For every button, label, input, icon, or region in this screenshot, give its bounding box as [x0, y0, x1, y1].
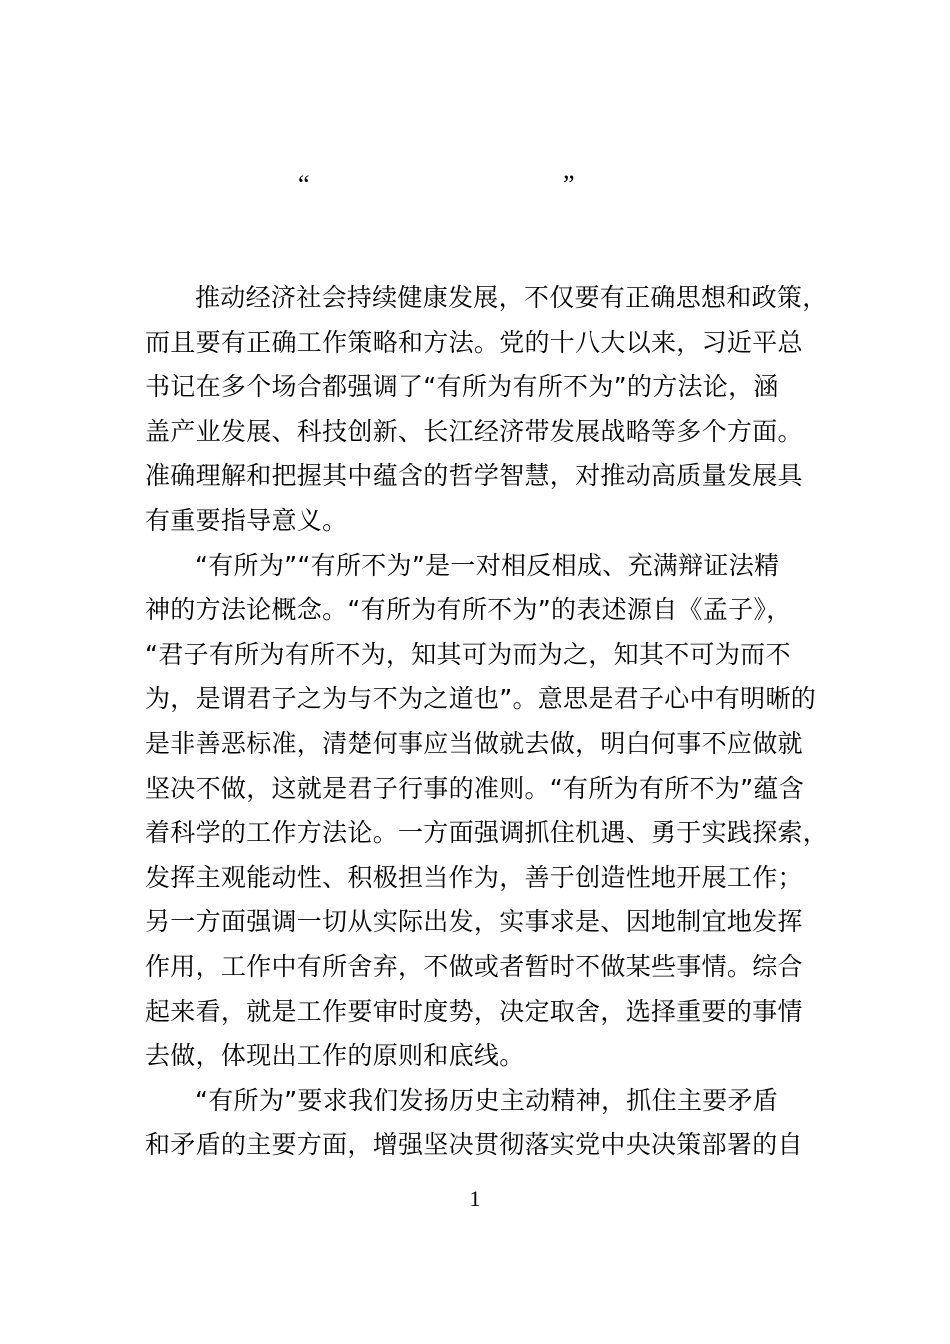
text-line: 作用，工作中有所舍弃，不做或者暂时不做某些事情。综合 [145, 951, 803, 981]
page-number: 1 [469, 1186, 481, 1211]
text-line: 坚决不做，这就是君子行事的准则。“有所为有所不为”蕴含 [145, 773, 805, 803]
text-line: 有重要指导意义。 [145, 505, 348, 535]
text-line: 推动经济社会持续健康发展，不仅要有正确思想和政策， [195, 283, 828, 312]
text-line: “君子有所为有所不为，知其可为而为之，知其不可为而不 [145, 639, 791, 669]
text-line: 起来看，就是工作要审时度势，决定取舍，选择重要的事情 [145, 996, 803, 1026]
text-line: 神的方法论概念。“有所为有所不为”的表述源自《孟子》， [145, 595, 792, 625]
title-close-quote: ” [563, 170, 575, 199]
text-line: “有所为”要求我们发扬历史主动精神，抓住主要矛盾 [195, 1085, 779, 1115]
text-line: 盖产业发展、科技创新、长江经济带发展战略等多个方面。 [145, 416, 803, 446]
text-line: “有所为”“有所不为”是一对相反相成、充满辩证法精 [195, 550, 780, 580]
document-title [0, 170, 950, 210]
text-line: 为，是谓君子之为与不为之道也”。意思是君子心中有明晰的 [145, 684, 817, 714]
text-line: 去做，体现出工作的原则和底线。 [145, 1041, 525, 1071]
text-line: 是非善恶标准，清楚何事应当做就去做，明白何事不应做就 [145, 728, 803, 758]
text-line: 和矛盾的主要方面，增强坚决贯彻落实党中央决策部署的自 [145, 1130, 803, 1160]
text-line: 书记在多个场合都强调了“有所为有所不为”的方法论，涵 [145, 372, 779, 402]
text-line: 另一方面强调一切从实际出发，实事求是、因地制宜地发挥 [145, 907, 803, 937]
text-line: 发挥主观能动性、积极担当作为，善于创造性地开展工作； [145, 862, 803, 892]
text-line: 而且要有正确工作策略和方法。党的十八大以来，习近平总 [145, 327, 803, 357]
title-open-quote: “ [298, 170, 310, 199]
body-text [145, 276, 829, 1168]
text-line: 着科学的工作方法论。一方面强调抓住机遇、勇于实践探索， [145, 818, 829, 848]
text-line: 准确理解和把握其中蕴含的哲学智慧，对推动高质量发展具 [145, 461, 803, 491]
